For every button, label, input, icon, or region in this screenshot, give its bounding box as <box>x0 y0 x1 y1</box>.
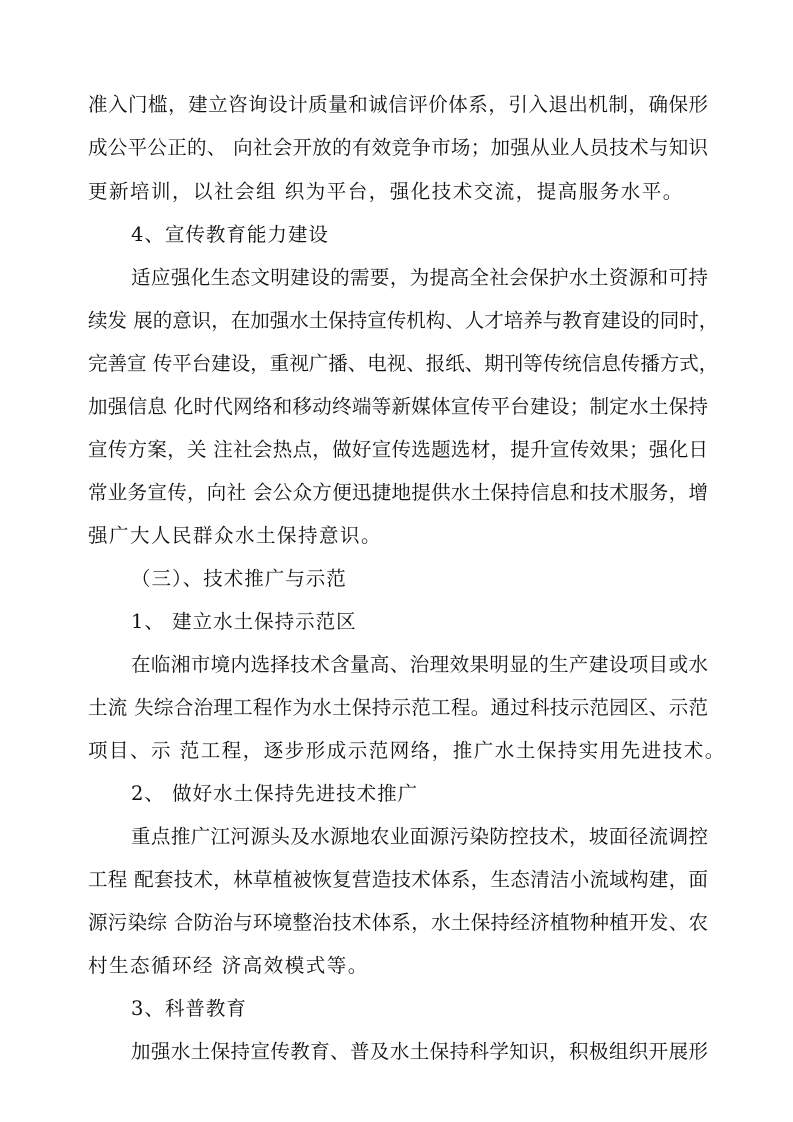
paragraph-line: 续发 展的意识，在加强水土保持宣传机构、人才培养与教育建设的同时， <box>88 309 719 332</box>
paragraph-line: 准入门槛，建立咨询设计质量和诚信评价体系，引入退出机制，确保形 <box>88 93 708 116</box>
paragraph-line: 村生态循环经 济高效模式等。 <box>88 954 369 977</box>
paragraph-line: 重点推广江河源头及水源地农业面源污染防控技术，坡面径流调控 <box>131 825 708 848</box>
paragraph-line: 适应强化生态文明建设的需要，为提高全社会保护水土资源和可持 <box>131 266 708 289</box>
paragraph-line: 土流 失综合治理工程作为水土保持示范工程。通过科技示范园区、示范 <box>88 696 708 719</box>
paragraph-line: 常业务宣传，向社 会公众方便迅捷地提供水土保持信息和技术服务，增 <box>88 481 708 504</box>
paragraph-line: 成公平公正的、 向社会开放的有效竞争市场；加强从业人员技术与知识 <box>88 136 708 159</box>
paragraph-line: 完善宣 传平台建设，重视广播、电视、报纸、期刊等传统信息传播方式， <box>88 352 719 375</box>
section-heading: 2、 做好水土保持先进技术推广 <box>131 782 419 805</box>
paragraph-line: 工程 配套技术，林草植被恢复营造技术体系，生态清洁小流域构建，面 <box>88 868 708 891</box>
section-heading: 4、宣传教育能力建设 <box>131 223 329 246</box>
paragraph-line: 加强水土保持宣传教育、普及水土保持科学知识，积极组织开展形 <box>131 1040 708 1063</box>
paragraph-line: 宣传方案，关 注社会热点，做好宣传选题选材，提升宣传效果；强化日 <box>88 438 708 461</box>
paragraph-line: 更新培训，以社会组 织为平台，强化技术交流，提高服务水平。 <box>88 180 684 203</box>
paragraph-line: 项目、示 范工程，逐步形成示范网络，推广水土保持实用先进技术。 <box>88 739 726 762</box>
paragraph-line: 强广大人民群众水土保持意识。 <box>88 524 383 547</box>
paragraph-line: 在临湘市境内选择技术含量高、治理效果明显的生产建设项目或水 <box>131 653 708 676</box>
paragraph-line: 加强信息 化时代网络和移动终端等新媒体宣传平台建设；制定水土保持 <box>88 395 708 418</box>
paragraph-line: 源污染综 合防治与环境整治技术体系，水土保持经济植物种植开发、农 <box>88 911 708 934</box>
section-heading: 1、 建立水土保持示范区 <box>131 610 357 633</box>
section-heading: 3、科普教育 <box>131 997 247 1020</box>
section-heading: （三）、技术推广与示范 <box>131 567 347 590</box>
